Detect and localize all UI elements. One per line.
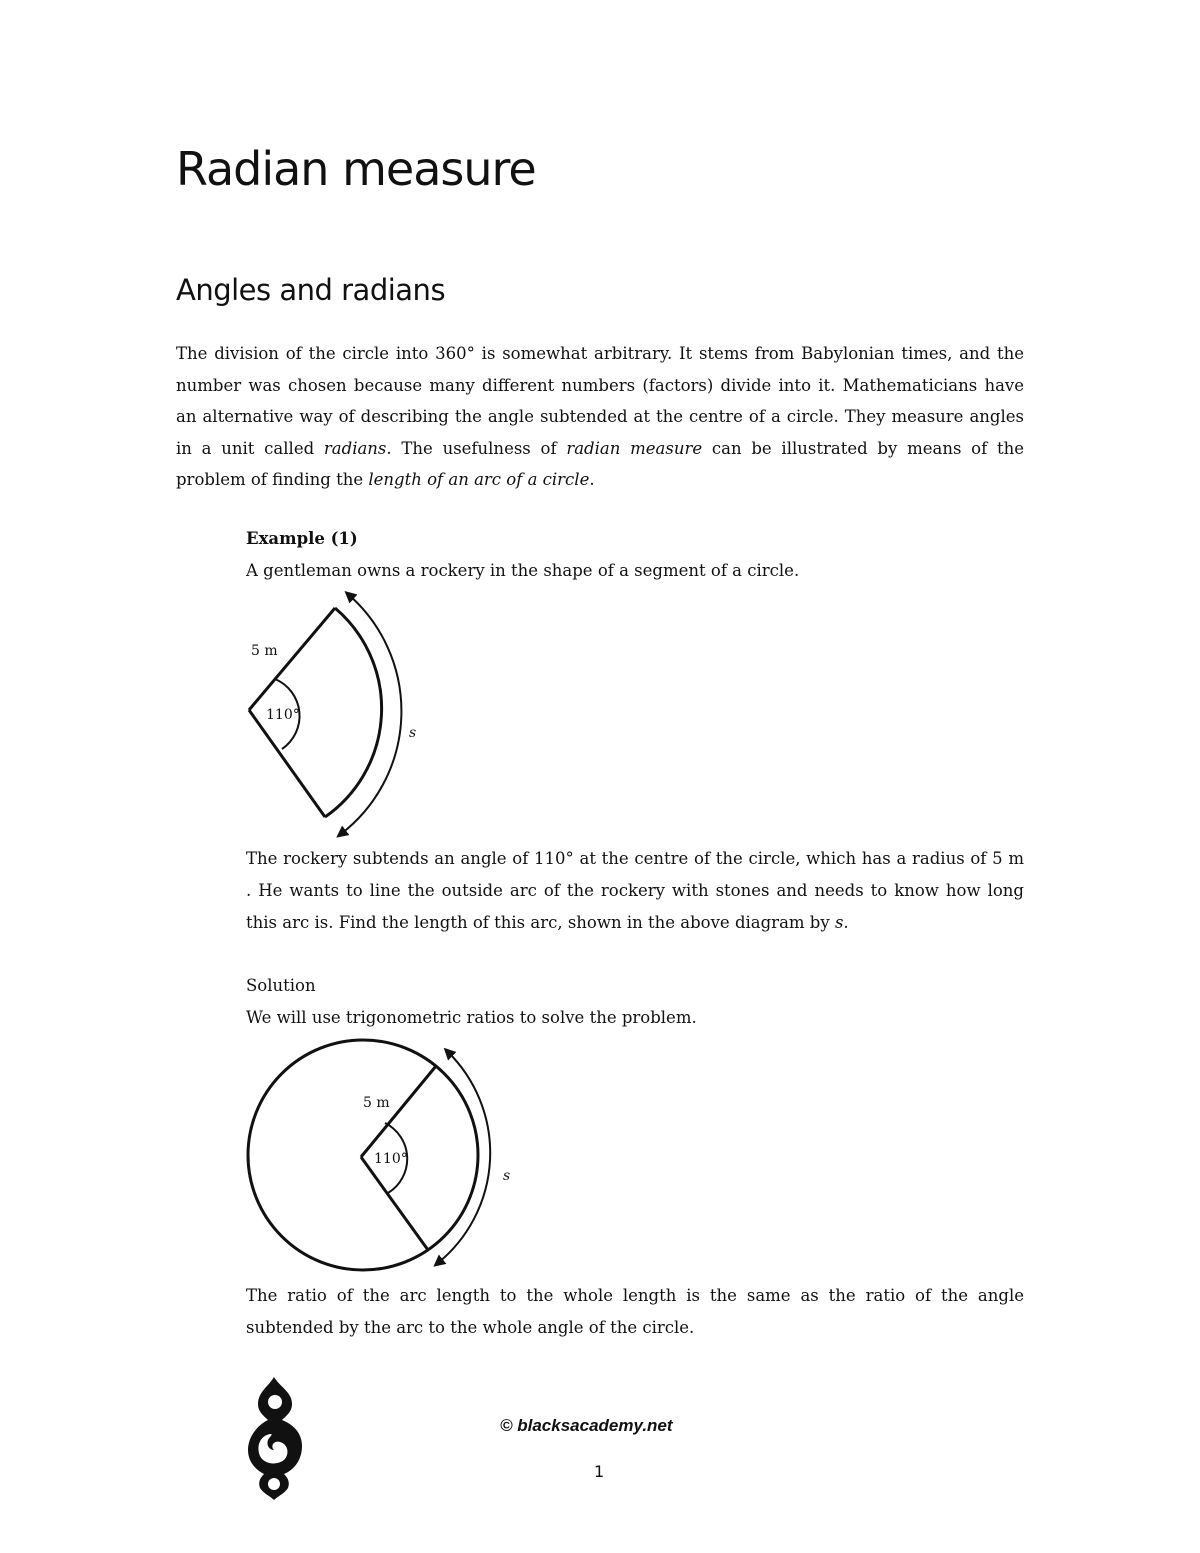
arc-variable: s [834,913,844,932]
example-statement: A gentleman owns a rockery in the shape of a segment of a circle. [246,561,800,580]
copyright-footer: © blacksacademy.net [500,1416,673,1435]
question-text-2: . [843,913,849,932]
term-radian-measure: radian measure [566,438,703,458]
radius-label: 5 m [251,643,278,659]
intro-text-3: can be illustrated by means of the problem of finding the [176,438,1025,490]
question-text-1: The rockery subtends an angle of 110° at the centre of the circle, which has a radius of 5 m . He wants to line the outside arc of the rockery with stones and needs to know how long this arc is. Find the length of this arc, shown in the above diagram by [246,849,1024,932]
example-label: Example (1) [246,529,358,548]
solution-text: We will use trigonometric ratios to solve the problem. [246,1008,697,1027]
page-title: Radian measure [176,142,536,196]
term-arc-length: length of an arc of a circle [368,470,590,490]
angle-label: 110° [266,707,300,723]
intro-text-4: . [589,470,595,490]
arc-label: s [503,1168,511,1184]
section-heading: Angles and radians [176,273,446,307]
solution-label: Solution [246,976,316,995]
term-radians: radians [323,438,387,458]
page-number: 1 [594,1462,605,1481]
ratio-paragraph: The ratio of the arc length to the whole length is the same as the ratio of the angle subtended by the arc to the whole angle of the circle. [246,1286,1024,1337]
intro-text-1: The division of the circle into 360° is somewhat arbitrary. It stems from Babylonian times, and the number was chosen because many different numbers (factors) divide into it. Mathematicians have an alternative way of describing the angle subtended at the centre of a circle. They measure angles in a unit called [176,344,1024,458]
intro-text-2: . The usefulness of [386,438,567,458]
arc-label: s [409,725,417,741]
angle-label: 110° [374,1151,408,1167]
radius-label: 5 m [363,1095,390,1111]
